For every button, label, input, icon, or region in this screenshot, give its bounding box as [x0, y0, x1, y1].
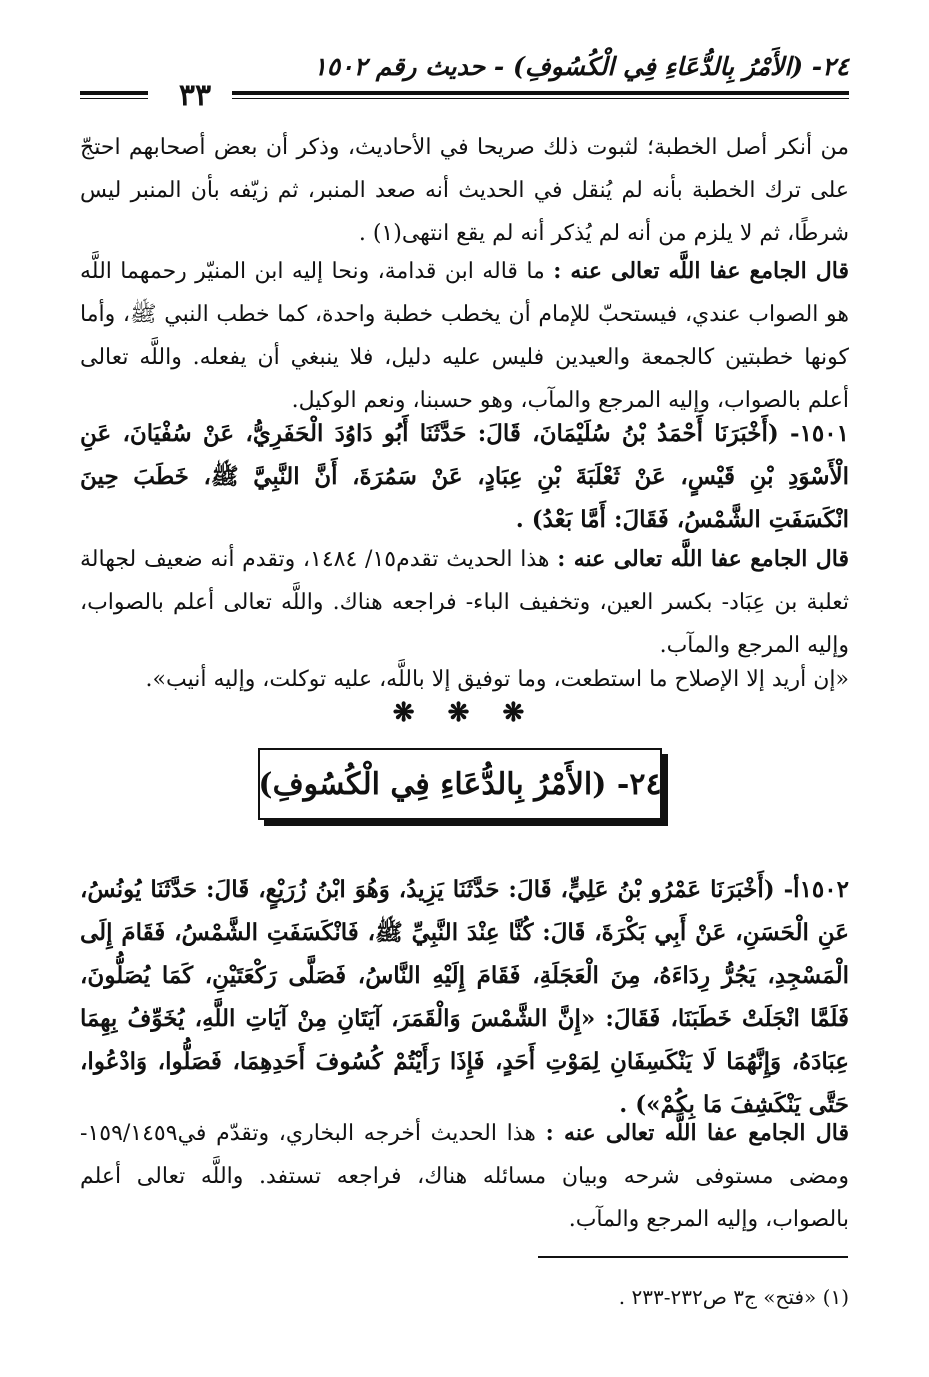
- hadith-text: ١٥٠١- (أَخْبَرَنَا أَحْمَدُ بْنُ سُلَيْمَانَ، قَالَ: حَدَّثَنَا أَبُو دَاوُدَ الْحَفَرِيُّ، عَنْ سُفْيَانَ، عَنِ الْأَسْوَدِ بْنِ قَيْسٍ، عَنْ ثَعْلَبَةَ بْنِ عِبَادٍ، عَنْ سَمُرَةَ، أَنَّ النَّبِيَّ ﷺ، خَطَبَ حِينَ انْكَسَفَتِ الشَّمْسُ، فَقَالَ: أَمَّا بَعْدُ) .: [80, 420, 849, 533]
- commentary-paragraph-1: [80, 250, 849, 422]
- section-separator-stars: ❋ ❋ ❋: [392, 698, 537, 728]
- header-double-rule-short: [80, 91, 148, 99]
- paragraph-text: من أنكر أصل الخطبة؛ لثبوت ذلك صريحا في الأحاديث، وذكر أن بعض أصحابهم احتجّ على ترك الخطبة بأنه لم يُنقل في الحديث أنه صعد المنبر، ثم زيّفه بأن المنبر ليس شرطًا، ثم لا يلزم من أنه لم يُذكر أنه لم يقع انتهى(١) .: [80, 135, 849, 246]
- quote-text: «إن أريد إلا الإصلاح ما استطعت، وما توفيق إلا باللَّه، عليه توكلت، وإليه أنيب».: [145, 667, 849, 692]
- commentary-lead: قال الجامع عفا اللَّه تعالى عنه :: [553, 258, 849, 284]
- commentary-text: هذا الحديث أخرجه البخاري، وتقدّم في١٥٩/١٤٥٩- ومضى مستوفى شرحه وبيان مسائله هناك، فراجعه تستفد. واللَّه تعالى أعلم بالصواب، وإليه المرجع والمآب.: [80, 1121, 849, 1232]
- commentary-paragraph-3: [80, 1112, 849, 1241]
- hadith-text: ١٥٠٢أ- (أَخْبَرَنَا عَمْرُو بْنُ عَلِيٍّ، قَالَ: حَدَّثَنَا يَزِيدُ، وَهُوَ ابْنُ زُرَيْعٍ، قَالَ: حَدَّثَنَا يُونُسُ، عَنِ الْحَسَنِ، عَنْ أَبِي بَكْرَةَ، قَالَ: كُنَّا عِنْدَ النَّبِيِّ ﷺ، فَانْكَسَفَتِ الشَّمْسُ، فَقَامَ إِلَى الْمَسْجِدِ، يَجُرُّ رِدَاءَهُ، مِنَ الْعَجَلَةِ، فَقَامَ إِلَيْهِ النَّاسُ، فَصَلَّى رَكْعَتَيْنِ، كَمَا يُصَلُّونَ، فَلَمَّا انْجَلَتْ خَطَبَنَا، فَقَالَ: «إِنَّ الشَّمْسَ وَالْقَمَرَ، آيَتَانِ مِنْ آيَاتِ اللَّهِ، يُخَوِّفُ بِهِمَا عِبَادَهُ، وَإِنَّهُمَا لَا يَنْكَسِفَانِ لِمَوْتِ أَحَدٍ، فَإِذَا رَأَيْتُمْ كُسُوفَ أَحَدِهِمَا، فَصَلُّوا، وَادْعُوا، حَتَّى يَنْكَشِفَ مَا بِكُمْ») .: [80, 876, 849, 1118]
- chapter-heading-box: [258, 748, 662, 820]
- paragraph-continuation: [80, 126, 849, 255]
- header-double-rule: [232, 91, 849, 99]
- hadith-1501: [80, 412, 849, 541]
- chapter-heading: ٢٤- (الأَمْرُ بِالدُّعَاءِ فِي الْكُسُوفِ): [258, 766, 662, 802]
- running-header-title: ٢٤- (الأَمْرُ بِالدُّعَاءِ فِي الْكُسُوفِ) - حديث رقم ١٥٠٢: [313, 52, 849, 81]
- commentary-lead: قال الجامع عفا اللَّه تعالى عنه :: [557, 546, 850, 572]
- commentary-lead: قال الجامع عفا اللَّه تعالى عنه :: [545, 1120, 849, 1146]
- commentary-text: هذا الحديث تقدم١٥/ ١٤٨٤، وتقدم أنه ضعيف لجهالة ثعلبة بن عِبَاد- بكسر العين، وتخفيف الباء- فراجعه هناك. واللَّه تعالى أعلم بالصواب، وإليه المرجع والمآب.: [80, 547, 849, 658]
- page-number: ٣٣: [178, 78, 212, 113]
- commentary-paragraph-2: [80, 538, 849, 667]
- footnote: (١) «فتح» ج٣ ص٢٣٢-٢٣٣ .: [618, 1285, 849, 1309]
- footnote-rule: [538, 1256, 848, 1258]
- hadith-1502: [80, 868, 849, 1126]
- commentary-text: ما قاله ابن قدامة، ونحا إليه ابن المنيّر رحمهما اللَّه هو الصواب عندي، فيستحبّ للإمام أن يخطب خطبة واحدة، كما خطب النبي ﷺ، وأما كونها خطبتين كالجمعة والعيدين فليس عليه دليل، فلا ينبغي أن يفعله. واللَّه تعالى أعلم بالصواب، وإليه المرجع والمآب، وهو حسبنا، ونعم الوكيل.: [80, 259, 849, 413]
- closing-quote: [80, 658, 849, 701]
